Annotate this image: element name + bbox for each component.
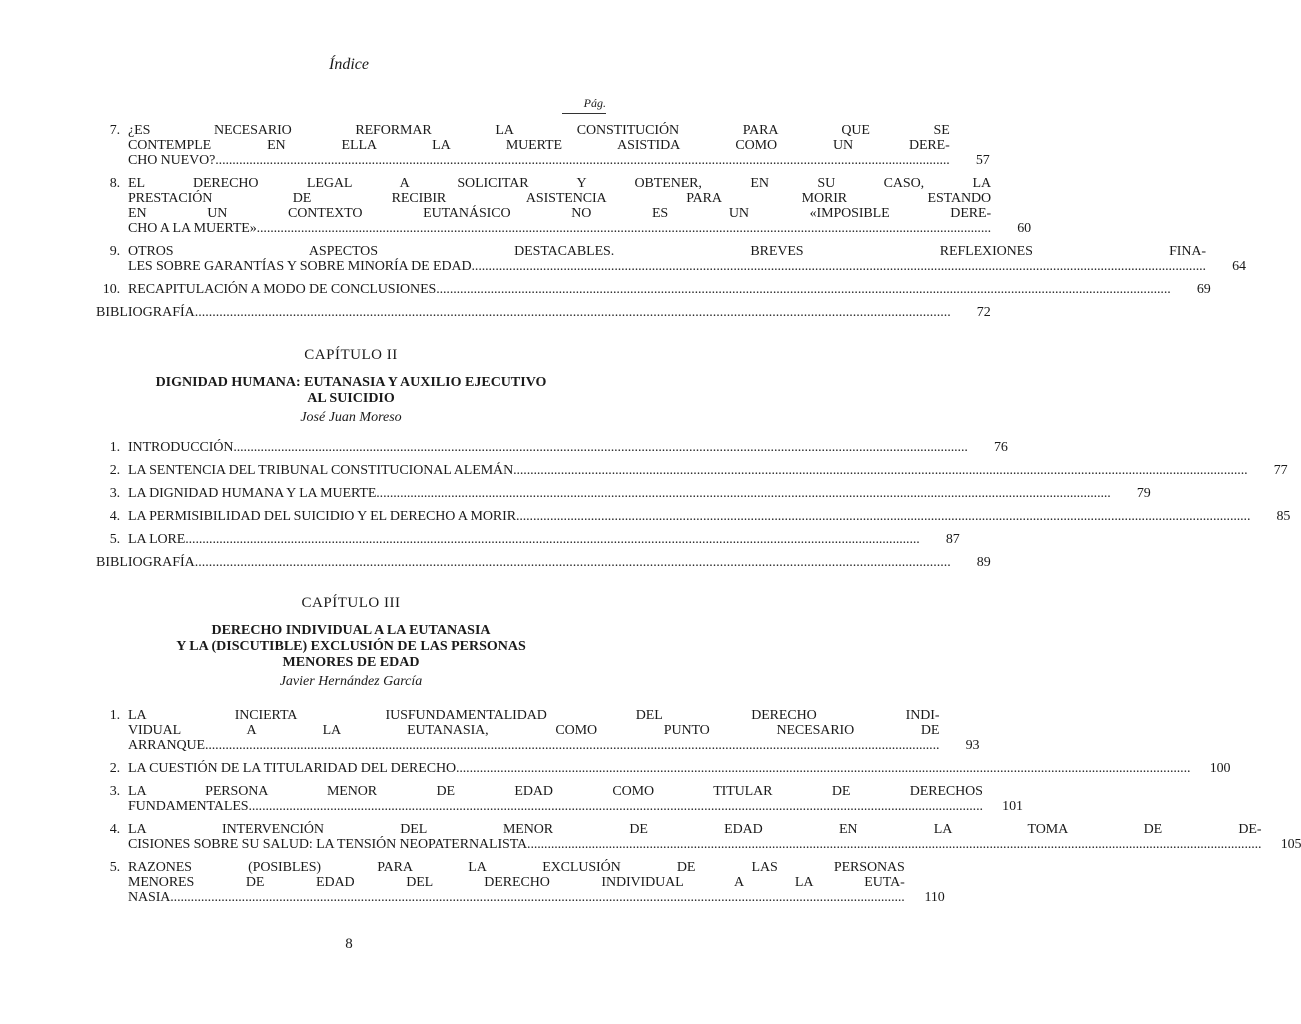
toc-entry[interactable] xyxy=(96,822,1301,852)
toc-entry[interactable] xyxy=(96,282,1211,297)
dot-leader xyxy=(257,221,991,236)
toc-entry-page: 87 xyxy=(945,532,960,547)
toc-entry-page: 105 xyxy=(1280,837,1301,852)
dot-leader xyxy=(185,532,919,547)
toc-entry-title: FUNDAMENTALES xyxy=(128,799,249,814)
dot-leader xyxy=(456,761,1190,776)
running-head: Índice xyxy=(329,56,369,73)
toc-entry-page: 85 xyxy=(1276,509,1291,524)
page-column-rule xyxy=(562,113,606,114)
toc-entry[interactable] xyxy=(96,761,1231,776)
toc-entry[interactable] xyxy=(96,860,945,905)
dot-leader xyxy=(376,486,1110,501)
chapter3-title-line-3: MENORES DE EDAD xyxy=(282,655,420,670)
toc-entry-line: LA INCIERTA IUSFUNDAMENTALIDAD DEL DERECHO INDI- xyxy=(128,708,940,723)
toc-entry-title: RECAPITULACIÓN A MODO DE CONCLUSIONES xyxy=(128,282,437,297)
toc-entry-line: LA PERSONA MENOR DE EDAD COMO TITULAR DE DERECHOS xyxy=(128,784,983,799)
chapter3-toc-list xyxy=(96,708,1301,905)
toc-entry-title: LES SOBRE GARANTÍAS Y SOBRE MINORÍA DE EDAD xyxy=(128,259,472,274)
bibliography-label: BIBLIOGRAFÍA xyxy=(96,555,195,570)
chapter2-title-line-2: AL SUICIDIO xyxy=(307,391,395,406)
toc-entry[interactable] xyxy=(96,509,1291,524)
toc-entry-line: OTROS ASPECTOS DESTACABLES. BREVES REFLEXIONES FINA- xyxy=(128,244,1206,259)
toc-entry[interactable] xyxy=(96,463,1288,478)
page-column-label: Pág. xyxy=(583,96,606,110)
toc-entry-page: 101 xyxy=(1002,799,1023,814)
chapter3-heading: CAPÍTULO III xyxy=(301,595,401,611)
toc-entry-number: 7. xyxy=(109,123,120,138)
chapter3-title-line-2: Y LA (DISCUTIBLE) EXCLUSIÓN DE LAS PERSONAS xyxy=(176,639,526,654)
toc-entry[interactable] xyxy=(96,784,1023,814)
toc-entry-page: 60 xyxy=(1017,221,1032,236)
toc-entry-page: 69 xyxy=(1196,282,1211,297)
toc-entry-title: LA PERMISIBILIDAD DEL SUICIDIO Y EL DERECHO A MORIR xyxy=(128,509,516,524)
toc-entry-line: VIDUAL A LA EUTANASIA, COMO PUNTO NECESARIO DE xyxy=(128,723,940,738)
toc-entry-title: INTRODUCCIÓN xyxy=(128,440,234,455)
toc-entry-number: 5. xyxy=(109,860,120,875)
toc-entry-title: LA SENTENCIA DEL TRIBUNAL CONSTITUCIONAL ALEMÁN xyxy=(128,463,514,478)
toc-entry[interactable] xyxy=(96,486,1151,501)
chapter2-heading: CAPÍTULO II xyxy=(304,347,398,363)
toc-entry-number: 1. xyxy=(109,708,120,723)
toc-entry-page: 76 xyxy=(993,440,1008,455)
dot-leader xyxy=(233,440,967,455)
toc-entry[interactable] xyxy=(96,532,960,547)
toc-entry[interactable] xyxy=(96,440,1008,455)
toc-entry-page: 110 xyxy=(924,890,945,905)
toc-entry-number: 2. xyxy=(109,761,120,776)
toc-entry-title: LA LORE xyxy=(128,532,186,547)
toc-entry-title: LA DIGNIDAD HUMANA Y LA MUERTE xyxy=(128,486,377,501)
toc-entry-line: PRESTACIÓN DE RECIBIR ASISTENCIA PARA MORIR ESTANDO xyxy=(128,191,992,206)
toc-entry-number: 3. xyxy=(109,486,120,501)
dot-leader xyxy=(195,555,951,570)
toc-entry-line: RAZONES (POSIBLES) PARA LA EXCLUSIÓN DE LAS PERSONAS xyxy=(128,860,905,875)
toc-entry-title: CHO NUEVO? xyxy=(128,153,216,168)
dot-leader xyxy=(527,837,1261,852)
toc-entry-number: 9. xyxy=(109,244,120,259)
toc-entry-line: ¿ES NECESARIO REFORMAR LA CONSTITUCIÓN PARA QUE SE xyxy=(128,123,950,138)
toc-entry[interactable] xyxy=(96,176,1032,236)
toc-entry-line: MENORES DE EDAD DEL DERECHO INDIVIDUAL A LA EUTA- xyxy=(128,875,905,890)
chapter2-author: José Juan Moreso xyxy=(300,410,402,425)
toc-entry-title: CHO A LA MUERTE» xyxy=(128,221,257,236)
dot-leader xyxy=(205,738,939,753)
toc-entry-page: 77 xyxy=(1273,463,1288,478)
toc-entry-number: 10. xyxy=(102,282,120,297)
dot-leader xyxy=(170,890,904,905)
chapter2-toc-list xyxy=(96,440,1291,547)
toc-entry-title: LA CUESTIÓN DE LA TITULARIDAD DEL DERECHO xyxy=(128,761,456,776)
chapter3-author: Javier Hernández García xyxy=(279,674,423,689)
toc-entry-number: 4. xyxy=(109,509,120,524)
chapter2-title-line-1: DIGNIDAD HUMANA: EUTANASIA Y AUXILIO EJECUTIVO xyxy=(155,375,547,390)
toc-entry-title: ARRANQUE xyxy=(128,738,205,753)
chapter1-toc-list xyxy=(96,123,1246,297)
bibliography-page: 72 xyxy=(976,305,991,320)
dot-leader xyxy=(195,305,951,320)
dot-leader xyxy=(472,259,1206,274)
toc-entry-line: EN UN CONTEXTO EUTANÁSICO NO ES UN «IMPOSIBLE DERE- xyxy=(128,206,992,221)
chapter1-bibliography-entry[interactable] xyxy=(96,305,991,320)
bibliography-page: 89 xyxy=(976,555,991,570)
dot-leader xyxy=(436,282,1170,297)
dot-leader xyxy=(215,153,949,168)
toc-entry-number: 8. xyxy=(109,176,120,191)
page-number: 8 xyxy=(345,936,353,952)
toc-entry-title: CISIONES SOBRE SU SALUD: LA TENSIÓN NEOPATERNALISTA xyxy=(128,837,528,852)
toc-entry-number: 5. xyxy=(109,532,120,547)
toc-entry[interactable] xyxy=(96,708,980,753)
chapter1-tail xyxy=(96,123,1246,320)
toc-entry-page: 100 xyxy=(1209,761,1231,776)
toc-entry-line: EL DERECHO LEGAL A SOLICITAR Y OBTENER, EN SU CASO, LA xyxy=(128,176,992,191)
toc-entry-page: 57 xyxy=(975,153,990,168)
chapter2-bibliography-entry[interactable] xyxy=(96,555,991,570)
dot-leader xyxy=(248,799,982,814)
toc-entry-page: 79 xyxy=(1136,486,1151,501)
dot-leader xyxy=(513,463,1247,478)
toc-entry-number: 1. xyxy=(109,440,120,455)
chapter3-title-line-1: DERECHO INDIVIDUAL A LA EUTANASIA xyxy=(211,623,491,638)
chapter2 xyxy=(96,347,1291,570)
toc-entry-title: NASIA xyxy=(128,890,171,905)
toc-entry-number: 4. xyxy=(109,822,120,837)
toc-entry-line: CONTEMPLE EN ELLA LA MUERTE ASISTIDA COMO UN DERE- xyxy=(128,138,950,153)
dot-leader xyxy=(516,509,1250,524)
toc-entry-number: 3. xyxy=(109,784,120,799)
bibliography-label: BIBLIOGRAFÍA xyxy=(96,305,195,320)
toc-entry-page: 64 xyxy=(1232,259,1246,274)
toc-entry-line: LA INTERVENCIÓN DEL MENOR DE EDAD EN LA TOMA DE DE- xyxy=(128,822,1262,837)
toc-entry-number: 2. xyxy=(109,463,120,478)
toc-entry-page: 93 xyxy=(965,738,980,753)
toc-entry[interactable] xyxy=(96,244,1246,274)
toc-entry[interactable] xyxy=(96,123,990,168)
chapter3 xyxy=(96,595,1301,913)
